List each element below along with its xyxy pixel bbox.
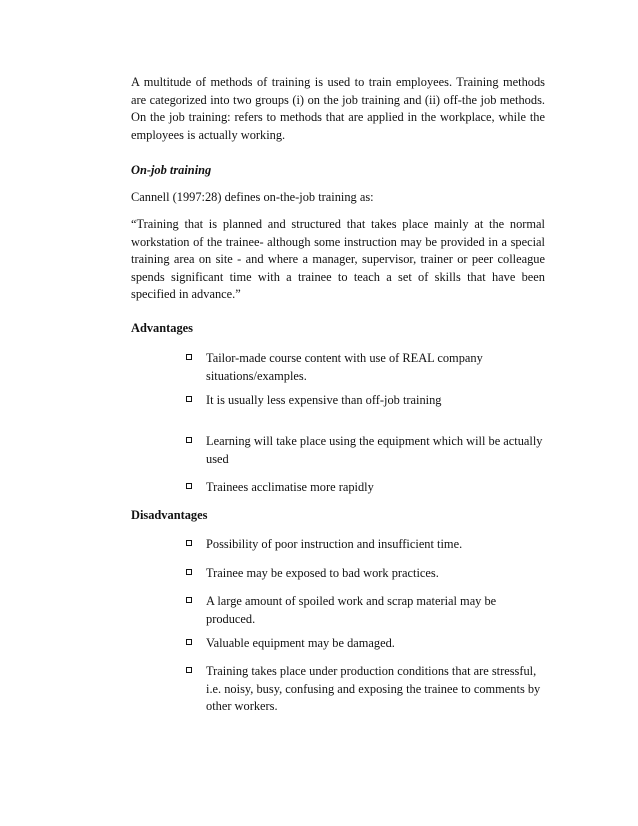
definition-intro: Cannell (1997:28) defines on-the-job training as: [131,190,374,204]
checkbox-bullet-icon [186,569,192,575]
checkbox-bullet-icon [186,354,192,360]
checkbox-bullet-icon [186,667,192,673]
disadvantage-item-text: Training takes place under production conditions that are stressful, i.e. noisy, busy, confusing and exposing the trainee to comments by other workers. [206,664,541,714]
advantage-item-text: Trainees acclimatise more rapidly [206,480,374,494]
advantage-item-text: Learning will take place using the equipment which will be actually used [206,434,543,466]
advantage-item-text: Tailor-made course content with use of REAL company situations/examples. [206,351,483,383]
advantages-heading: Advantages [131,321,193,335]
disadvantage-item-text: Valuable equipment may be damaged. [206,636,395,650]
on-job-heading: On-job training [131,163,212,177]
disadvantage-item-text: A large amount of spoiled work and scrap material may be produced. [206,594,497,626]
checkbox-bullet-icon [186,483,192,489]
checkbox-bullet-icon [186,597,192,603]
checkbox-bullet-icon [186,396,192,402]
advantage-item-text: It is usually less expensive than off-job training [206,393,442,407]
checkbox-bullet-icon [186,540,192,546]
disadvantage-item-text: Trainee may be exposed to bad work practices. [206,566,439,580]
checkbox-bullet-icon [186,437,192,443]
disadvantages-heading: Disadvantages [131,508,208,522]
checkbox-bullet-icon [186,639,192,645]
intro-paragraph: A multitude of methods of training is used to train employees. Training methods are categorized into two groups (i) on the job training and (ii) off-the job methods. On the job training: refers to methods that are applied in the workplace, while the employees is actually working. [131,75,545,142]
definition-quote: “Training that is planned and structured that takes place mainly at the normal workstation of the trainee- although some instruction may be provided in a special training area on site - and where a manager, supervisor, trainer or peer colleague spends significant time with a trainee to teach a set of skills that have been specified in advance.” [131,217,545,302]
disadvantage-item-text: Possibility of poor instruction and insufficient time. [206,537,463,551]
